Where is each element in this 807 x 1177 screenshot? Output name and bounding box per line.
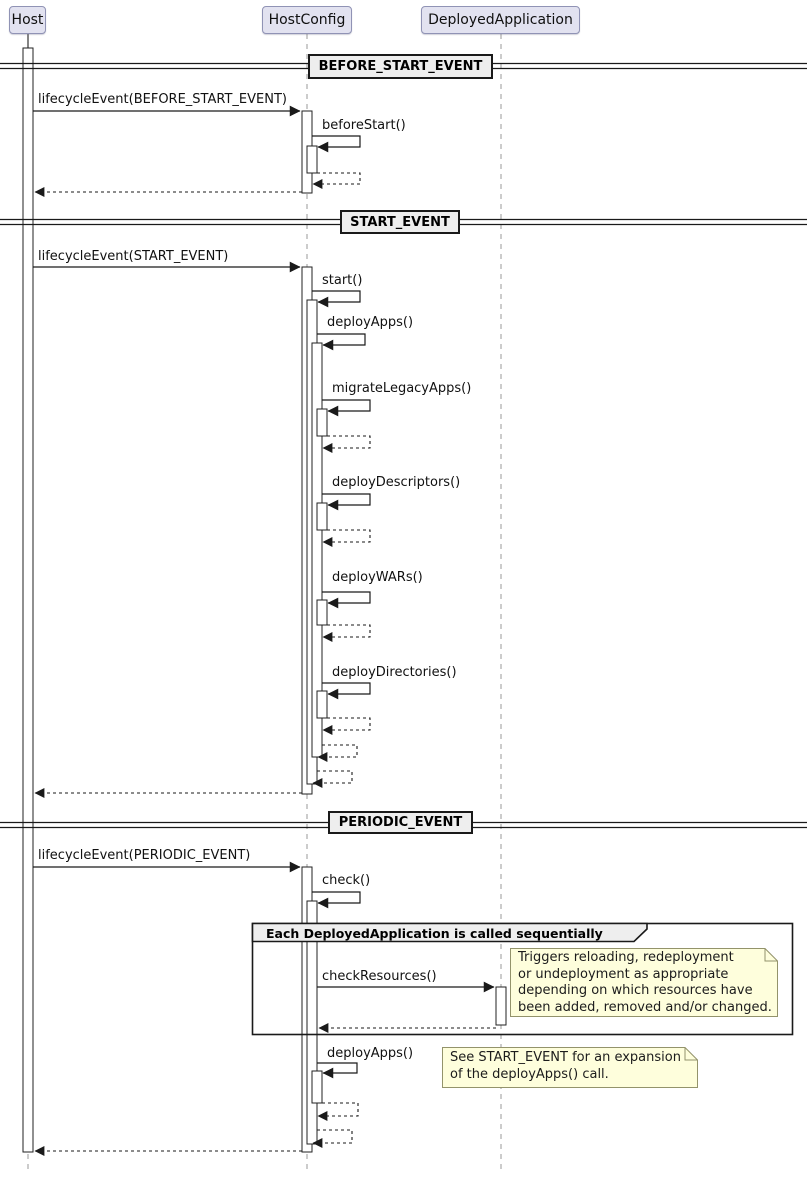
return-start xyxy=(313,771,352,783)
return-beforestart xyxy=(313,173,360,184)
activation-deployedapplication-checkresources xyxy=(496,987,506,1025)
activation-hostconfig-deploywars xyxy=(317,600,327,625)
message-check: check() xyxy=(322,873,371,888)
note-line: depending on which resources have xyxy=(518,983,753,998)
divider-periodic-event: PERIODIC_EVENT xyxy=(328,811,473,834)
return-migratelegacyapps xyxy=(323,436,370,448)
divider-start-event: START_EVENT xyxy=(340,210,460,234)
message-deployapps-periodic: deployApps() xyxy=(327,1046,414,1061)
message-deploywars: deployWARs() xyxy=(332,570,423,585)
message-lifecycle-periodic: lifecycleEvent(PERIODIC_EVENT) xyxy=(38,848,251,863)
message-lifecycle-before-start: lifecycleEvent(BEFORE_START_EVENT) xyxy=(38,92,287,107)
note-line: been added, removed and/or changed. xyxy=(518,999,772,1015)
arrow-deploydescriptors xyxy=(322,494,370,505)
activation-host xyxy=(23,48,33,1152)
activation-hostconfig-beforestart xyxy=(307,146,317,173)
arrow-deploydirectories xyxy=(322,683,370,694)
message-beforestart: beforeStart() xyxy=(322,118,406,133)
participant-hostconfig-label: HostConfig xyxy=(268,12,346,28)
note-checkresources xyxy=(518,950,772,1016)
group-header-label: Each DeployedApplication is called sequentially xyxy=(266,926,603,941)
return-deploywars xyxy=(323,625,370,637)
note-line: See START_EVENT for an expansion xyxy=(450,1050,681,1065)
arrow-start xyxy=(312,291,360,302)
message-start: start() xyxy=(322,273,363,288)
return-deployapps-periodic xyxy=(318,1103,358,1116)
message-migratelegacyapps: migrateLegacyApps() xyxy=(332,381,472,396)
participant-deployedapplication-label: DeployedApplication xyxy=(428,12,573,28)
message-deploydirectories: deployDirectories() xyxy=(332,665,457,680)
return-deploydirectories xyxy=(323,718,370,730)
participant-host-label: Host xyxy=(11,12,44,28)
note-deployapps xyxy=(450,1050,681,1083)
note-line: or undeployment as appropriate xyxy=(518,966,729,982)
divider-before-start-event: BEFORE_START_EVENT xyxy=(308,54,493,79)
arrow-deployapps xyxy=(317,334,365,345)
return-deployapps xyxy=(318,745,357,757)
participant-deployedapplication xyxy=(421,6,580,34)
message-checkresources: checkResources() xyxy=(322,969,437,984)
activation-hostconfig-deploydirectories xyxy=(317,691,327,718)
note-line: of the deployApps() call. xyxy=(450,1066,609,1082)
arrow-deploywars xyxy=(322,592,370,603)
arrow-check xyxy=(312,892,360,903)
arrow-migratelegacyapps xyxy=(322,400,370,411)
message-deploydescriptors: deployDescriptors() xyxy=(332,475,461,490)
participant-host xyxy=(9,6,46,34)
participant-hostconfig xyxy=(262,6,352,34)
return-deploydescriptors xyxy=(323,530,370,542)
message-deployapps: deployApps() xyxy=(327,315,414,330)
arrow-deployapps-periodic xyxy=(317,1063,357,1073)
arrow-beforestart xyxy=(312,136,360,147)
return-check xyxy=(313,1130,352,1143)
note-line: Triggers reloading, redeployment xyxy=(518,950,734,965)
message-lifecycle-start: lifecycleEvent(START_EVENT) xyxy=(38,249,229,264)
activation-hostconfig-migratelegacyapps xyxy=(317,409,327,436)
activation-hostconfig-deployapps-periodic xyxy=(312,1071,322,1103)
activation-hostconfig-deploydescriptors xyxy=(317,503,327,530)
